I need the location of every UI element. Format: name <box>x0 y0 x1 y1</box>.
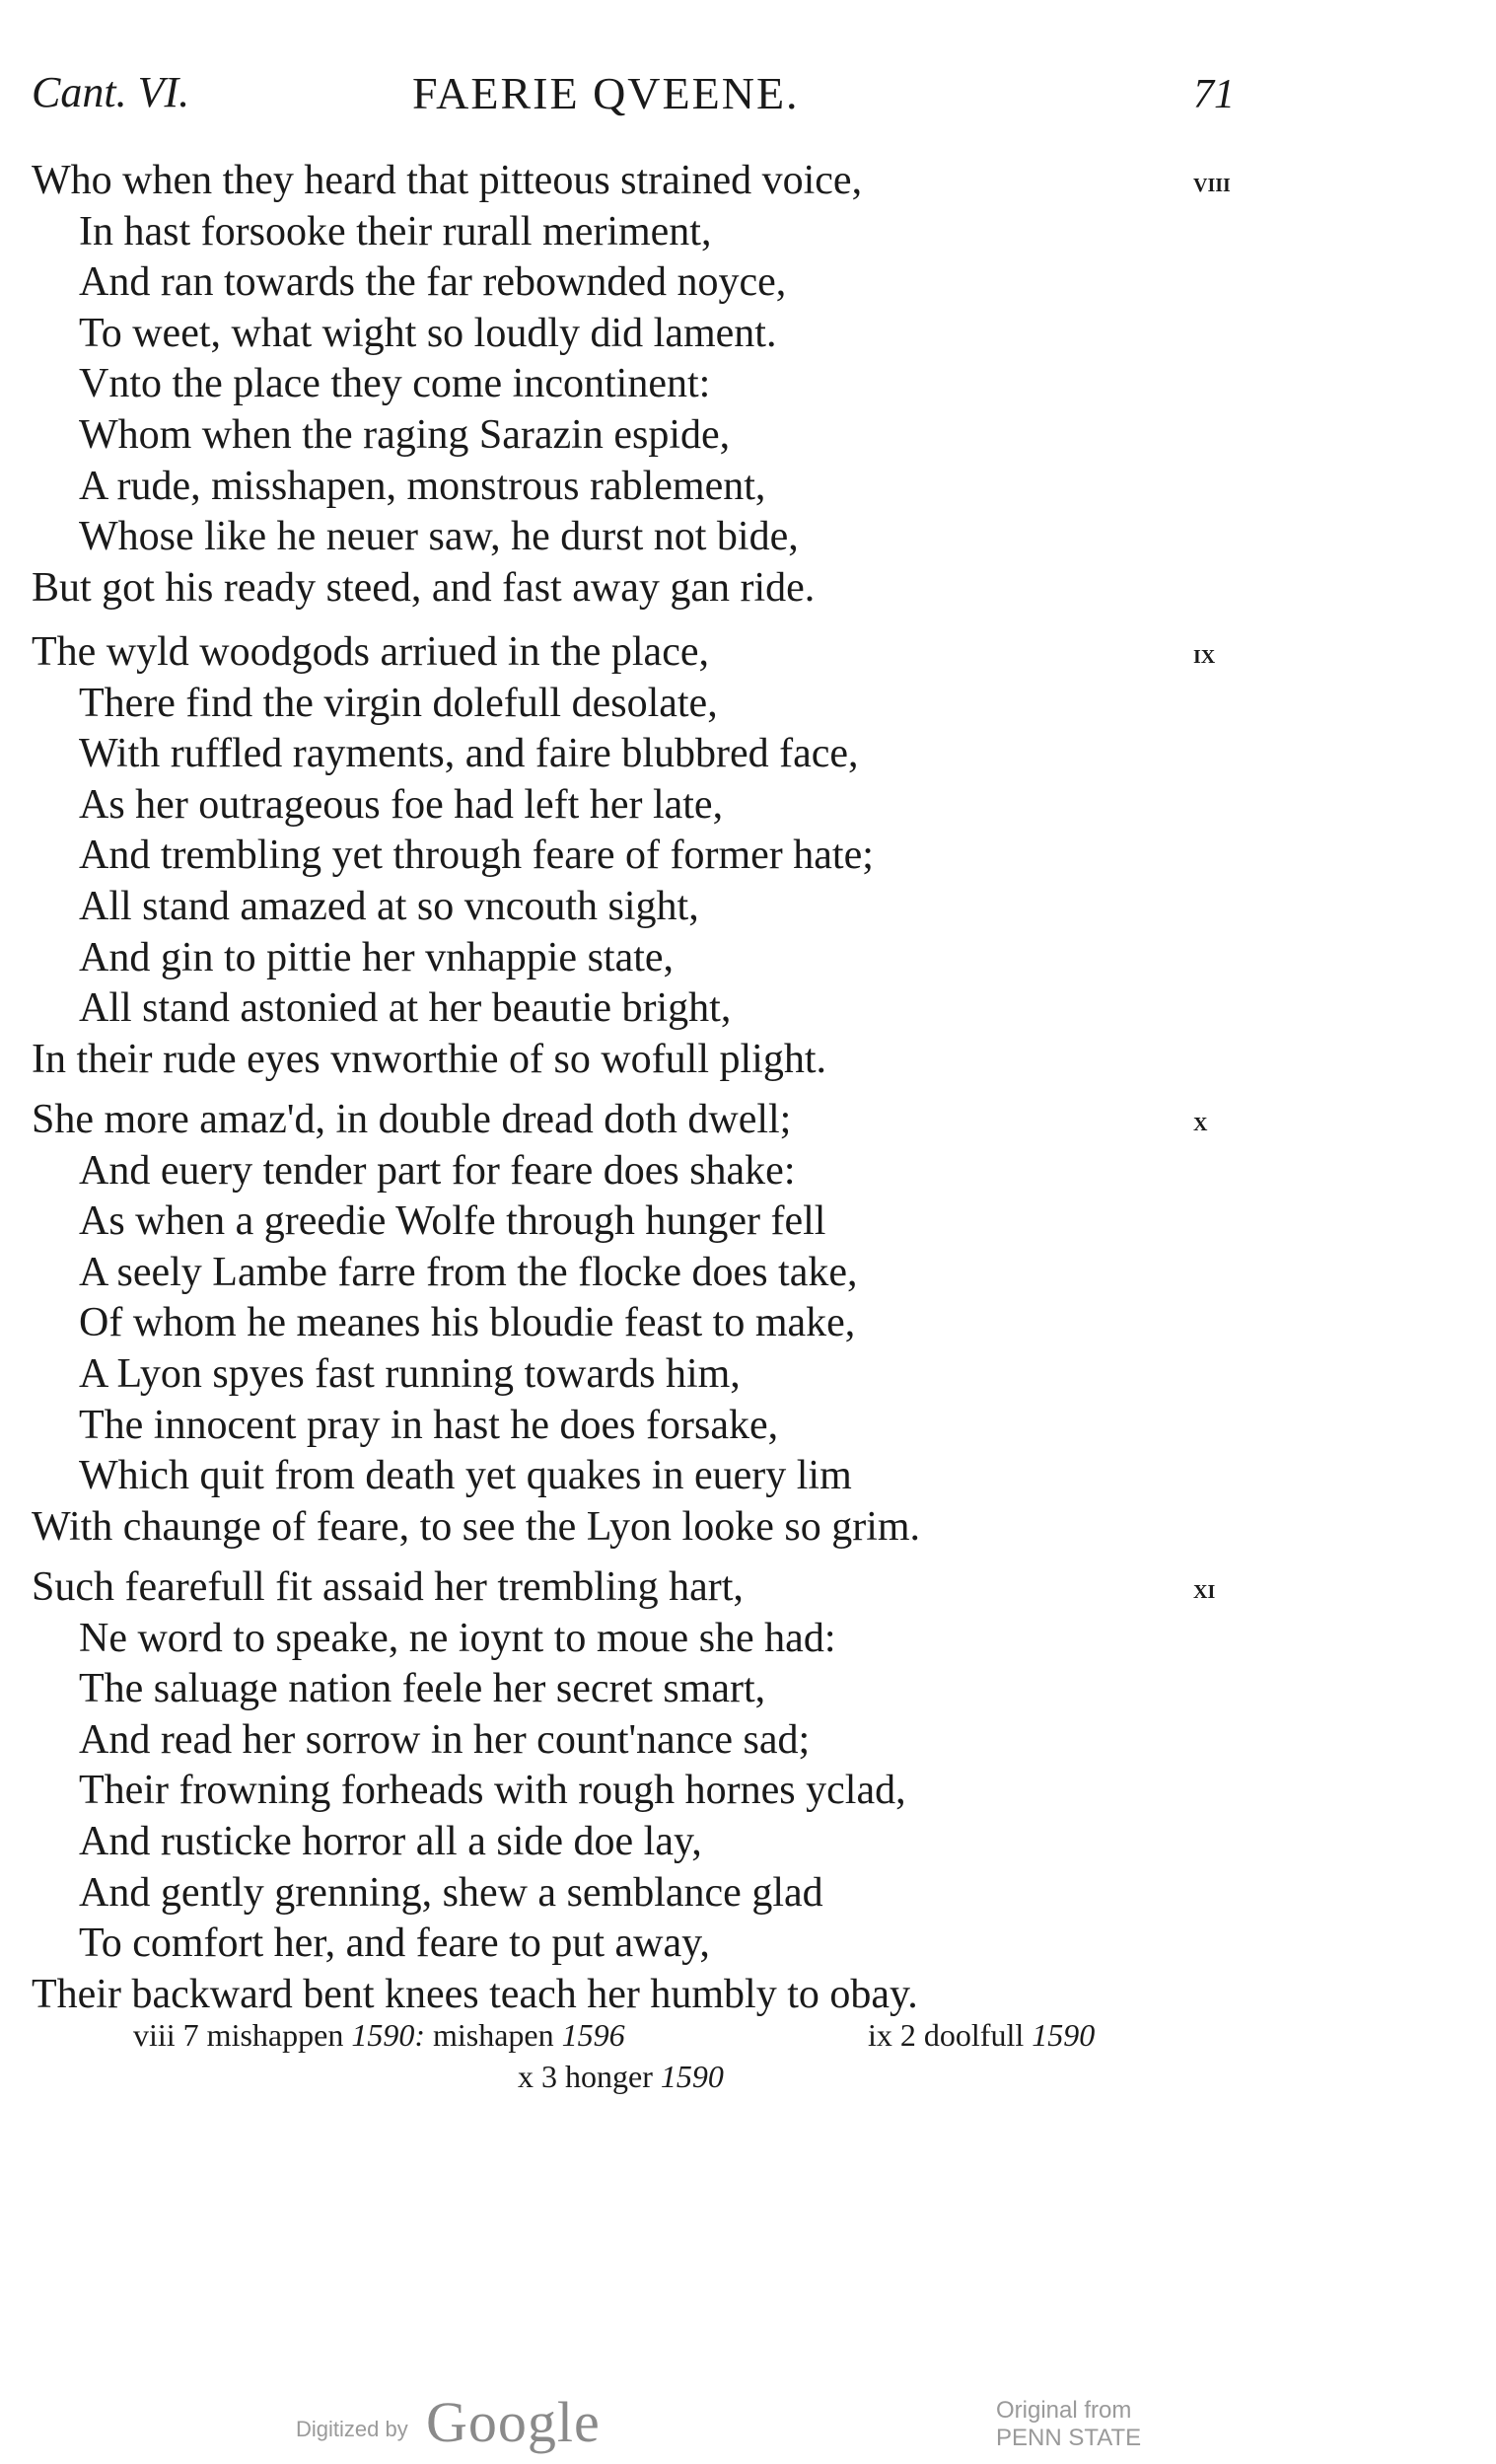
note-year: 1590 <box>660 2059 724 2094</box>
stanza-ix <box>0 627 1496 1085</box>
verse-line: To comfort her, and feare to put away, <box>79 1920 710 1967</box>
stanza-number: viii <box>1193 168 1231 198</box>
running-head <box>0 67 1496 126</box>
note-ref: ix 2 <box>868 2017 916 2053</box>
note-variant: honger <box>565 2059 653 2094</box>
verse-line: With ruffled rayments, and faire blubbred face, <box>79 731 859 777</box>
verse-line: All stand astonied at her beautie bright, <box>79 985 732 1032</box>
stanza-number: x <box>1193 1107 1208 1137</box>
google-logo: Google <box>426 2390 601 2454</box>
verse-line: Whom when the raging Sarazin espide, <box>79 411 731 458</box>
verse-line: A rude, misshapen, monstrous rablement, <box>79 463 766 509</box>
note-year: 1590 <box>1032 2017 1096 2053</box>
verse-line: In their rude eyes vnworthie of so wofull plight. <box>32 1036 826 1082</box>
stanza-viii <box>0 156 1496 614</box>
verse-line: Their backward bent knees teach her humbly to obay. <box>32 1971 918 2017</box>
verse-line: The wyld woodgods arriued in the place, <box>32 629 709 675</box>
verse-line: With chaunge of feare, to see the Lyon looke so grim. <box>32 1503 921 1550</box>
note-year: 1590: <box>351 2017 425 2053</box>
library-name: PENN STATE <box>996 2425 1142 2451</box>
verse-line: And gin to pittie her vnhappie state, <box>79 934 675 980</box>
note-ref: x 3 <box>518 2059 557 2094</box>
verse-line: There find the virgin dolefull desolate, <box>79 680 718 726</box>
note-ix-2 <box>868 2017 1095 2054</box>
verse-line: In hast forsooke their rurall meriment, <box>79 208 712 254</box>
verse-line: And rusticke horror all a side doe lay, <box>79 1818 702 1864</box>
note-x-3 <box>518 2059 724 2095</box>
original-from-label: Original from <box>996 2397 1132 2424</box>
verse-line: All stand amazed at so vncouth sight, <box>79 883 699 929</box>
verse-line: As when a greedie Wolfe through hunger fell <box>79 1198 826 1245</box>
verse-line: And trembling yet through feare of former hate; <box>79 833 874 879</box>
verse-line: As her outrageous foe had left her late, <box>79 781 724 828</box>
book-title: FAERIE QVEENE. <box>412 68 800 118</box>
digitization-footer <box>0 2387 1496 2456</box>
verse-line: And gently grenning, shew a semblance glad <box>79 1869 823 1916</box>
verse-line: To weet, what wight so loudly did lament. <box>79 310 777 356</box>
verse-line: Who when they heard that pitteous strained voice, <box>32 158 863 203</box>
stanza-number: ix <box>1193 639 1216 670</box>
verse-line: And read her sorrow in her count'nance sad; <box>79 1716 811 1763</box>
verse-line: Which quit from death yet quakes in euery lim <box>79 1453 852 1499</box>
verse-line: Such fearefull fit assaid her trembling hart, <box>32 1564 744 1610</box>
note-variant: doolfull <box>923 2017 1025 2053</box>
digitized-by-label: Digitized by <box>296 2417 408 2441</box>
verse-line: Ne word to speake, ne ioynt to moue she had: <box>79 1615 836 1661</box>
stanza-xi <box>0 1562 1496 2020</box>
canto-label: Cant. VI. <box>32 68 190 116</box>
note-year: 1596 <box>561 2017 625 2053</box>
verse-line: The saluage nation feele her secret smart, <box>79 1666 766 1712</box>
verse-line: And ran towards the far rebownded noyce, <box>79 259 787 306</box>
verse-line: Of whom he meanes his bloudie feast to make, <box>79 1300 856 1346</box>
verse-line: A Lyon spyes fast running towards him, <box>79 1350 741 1397</box>
verse-line: The innocent pray in hast he does forsake, <box>79 1402 779 1448</box>
verse-line: A seely Lambe farre from the flocke does take, <box>79 1249 858 1295</box>
verse-line: Vnto the place they come incontinent: <box>79 361 711 407</box>
original-source <box>996 2397 1141 2452</box>
verse-line: Their frowning forheads with rough hornes yclad, <box>79 1768 906 1814</box>
verse-line: Whose like he neuer saw, he durst not bide, <box>79 514 799 560</box>
stanza-x <box>0 1095 1496 1553</box>
note-variant: mishapen <box>432 2017 554 2053</box>
note-viii-7 <box>133 2017 625 2054</box>
verse-line: She more amaz'd, in double dread doth dwell; <box>32 1097 792 1142</box>
stanza-number: xi <box>1193 1574 1216 1605</box>
verse-line: But got his ready steed, and fast away gan ride. <box>32 564 816 611</box>
note-ref: viii 7 <box>133 2017 199 2053</box>
page-number: 71 <box>1193 72 1235 117</box>
note-variant: mishappen <box>206 2017 344 2053</box>
verse-line: And euery tender part for feare does shake: <box>79 1147 796 1194</box>
